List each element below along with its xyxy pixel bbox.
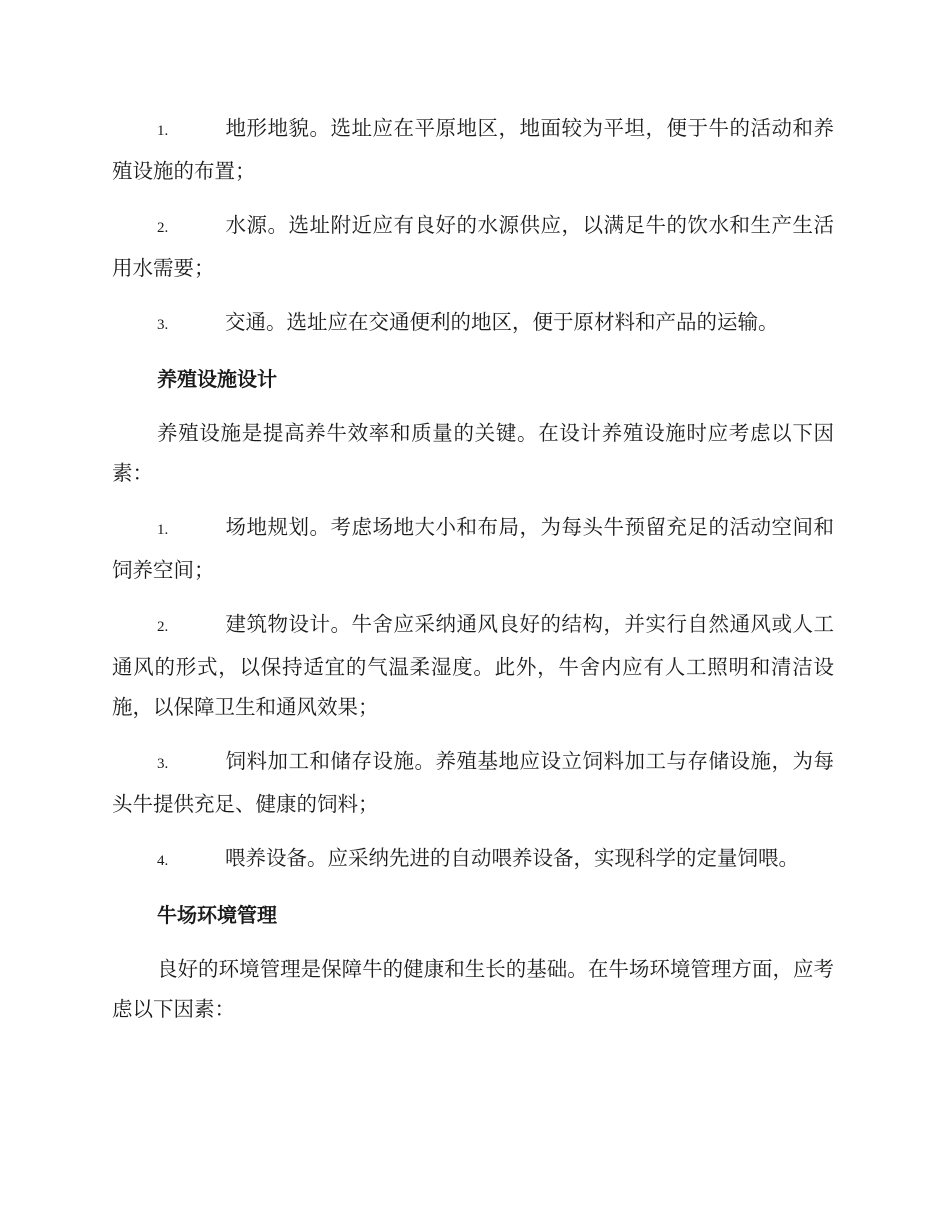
facilities-list-item-3 (112, 741, 834, 824)
list-text: 交通。选址应在交通便利的地区，便于原材料和产品的运输。 (225, 310, 779, 334)
list-text: 水源。选址附近应有良好的水源供应，以满足牛的饮水和生产生活用水需要； (112, 213, 834, 280)
facilities-list-item-2 (112, 604, 834, 727)
document-page (112, 108, 834, 1043)
list-number: 4. (157, 853, 169, 869)
site-list-item-2 (112, 205, 834, 288)
list-number: 2. (157, 220, 169, 236)
facilities-list-item-1 (112, 507, 834, 590)
list-number: 3. (157, 756, 169, 772)
list-text: 建筑物设计。牛舍应采纳通风良好的结构，并实行自然通风或人工通风的形式，以保持适宜的气温柔湿度。此外，牛舍内应有人工照明和清洁设施，以保障卫生和通风效果； (112, 612, 834, 719)
section-heading-facilities: 养殖设施设计 (157, 367, 277, 391)
list-number: 1. (157, 123, 169, 139)
list-number: 1. (157, 522, 169, 538)
environment-intro-paragraph: 良好的环境管理是保障牛的健康和生长的基础。在牛场环境管理方面，应考虑以下因素： (112, 957, 834, 1021)
list-number: 3. (157, 317, 169, 333)
list-text: 饲料加工和储存设施。养殖基地应设立饲料加工与存储设施，为每头牛提供充足、健康的饲料； (112, 749, 834, 816)
list-text: 地形地貌。选址应在平原地区，地面较为平坦，便于牛的活动和养殖设施的布置； (112, 116, 834, 183)
facilities-intro-paragraph: 养殖设施是提高养牛效率和质量的关键。在设计养殖设施时应考虑以下因素： (112, 421, 834, 485)
site-list-item-1 (112, 108, 834, 191)
list-number: 2. (157, 619, 169, 635)
list-text: 场地规划。考虑场地大小和布局，为每头牛预留充足的活动空间和饲养空间； (112, 515, 834, 582)
facilities-list-item-4 (112, 838, 834, 881)
section-heading-environment: 牛场环境管理 (157, 903, 277, 927)
site-list-item-3 (112, 302, 834, 345)
list-text: 喂养设备。应采纳先进的自动喂养设备，实现科学的定量饲喂。 (225, 846, 799, 870)
